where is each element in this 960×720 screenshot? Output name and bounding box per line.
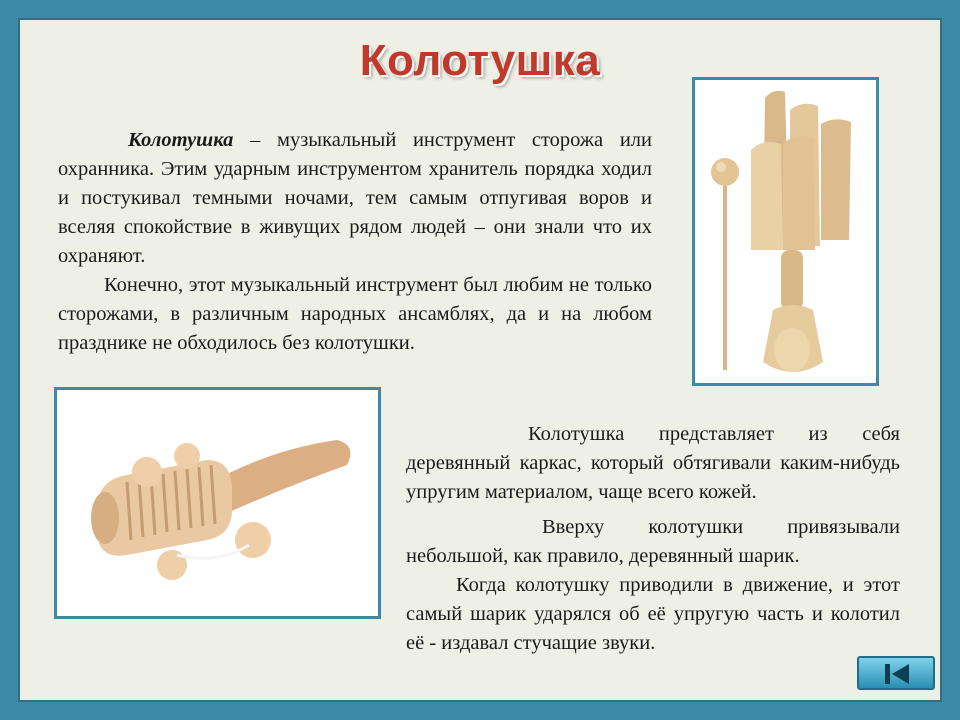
description-paragraph-1-text: Колотушка представляет из себя деревянный каркас, который обтягивали каким-нибудь упругим материалом, чаще всего кожей. [406, 423, 900, 503]
rattle-balls-image [54, 387, 381, 619]
skip-back-icon [883, 663, 911, 685]
description-paragraph-3 [406, 571, 900, 658]
intro-paragraph-2 [58, 271, 652, 358]
intro-term: Колотушка [128, 129, 234, 151]
intro-text [58, 126, 652, 358]
intro-paragraph-1 [58, 126, 652, 271]
description-paragraph-2 [406, 513, 900, 571]
rattle-mallet-image [692, 77, 879, 386]
description-paragraph-1 [406, 420, 900, 507]
intro-paragraph-2-text: Конечно, этот музыкальный инструмент был любим не только сторожами, в различным народных ансамблях, да и на любом празднике не обходилось без колотушки. [58, 274, 652, 354]
description-paragraph-3-text: Когда колотушку приводили в движение, и этот самый шарик ударялся об её упругую часть и колотил её - издавал стучащие звуки. [406, 574, 900, 654]
page-title: Колотушка [359, 36, 601, 85]
description-text [406, 420, 900, 658]
description-paragraph-2-text: Вверху колотушки привязывали небольшой, как правило, деревянный шарик. [406, 516, 900, 567]
intro-paragraph-1-text: – музыкальный инструмент сторожа или охранника. Этим ударным инструментом хранитель порядка ходил и постукивал темными ночами, тем самым отпугивая воров и вселяя спокойствие в живущих рядом людей – они знали что их охраняют. [58, 129, 652, 267]
back-button[interactable] [857, 656, 935, 690]
